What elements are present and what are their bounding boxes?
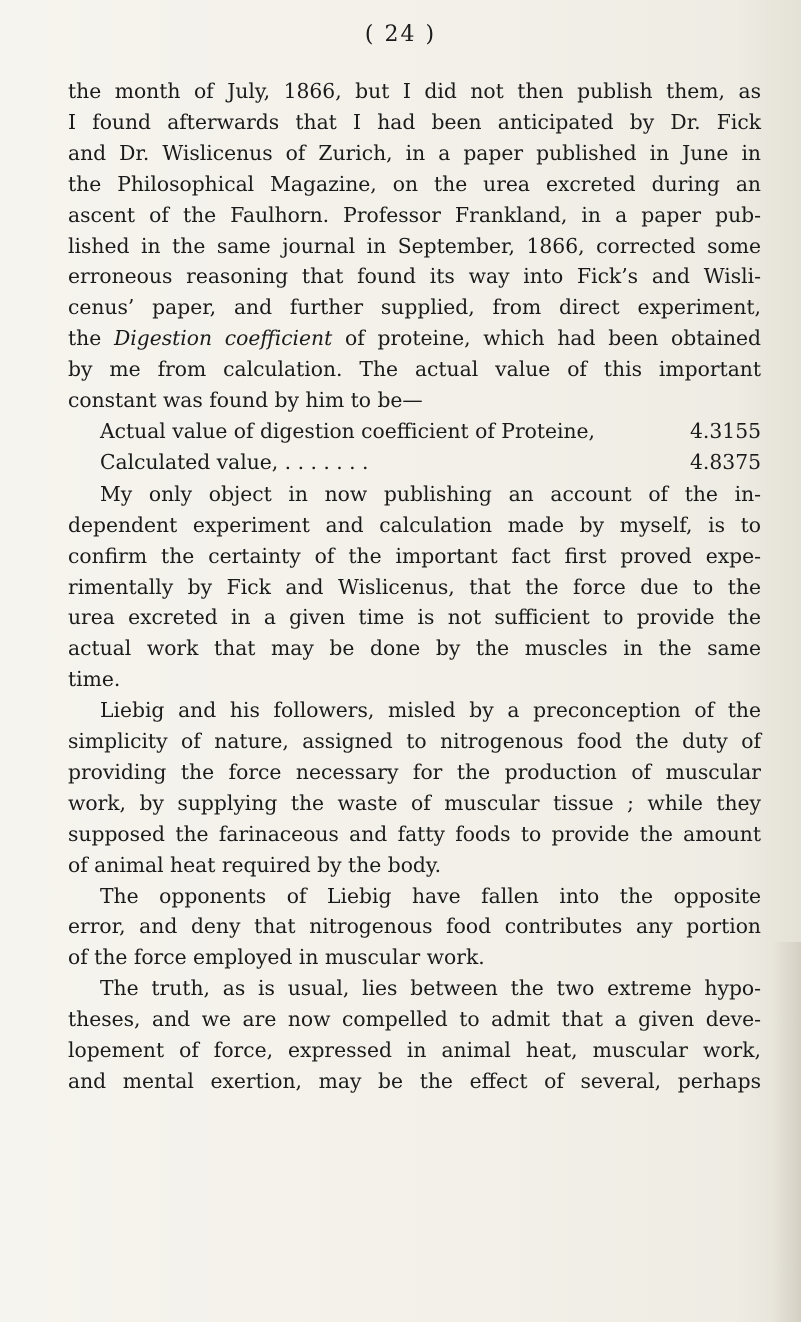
text-line: ascent of the Faulhorn. Professor Frankland, in a paper pub- — [68, 202, 761, 227]
text-line: and Dr. Wislicenus of Zurich, in a paper published in June in — [68, 140, 761, 165]
text-line: constant was found by him to be— — [68, 388, 423, 413]
text-line: of animal heat required by the body. — [68, 852, 442, 877]
table-row — [68, 416, 761, 447]
text-line: the month of July, 1866, but I did not then publish them, as — [68, 79, 761, 103]
text-line: actual work that may be done by the muscles in the same — [68, 636, 761, 661]
text-line: I found afterwards that I had been anticipated by Dr. Fick — [68, 109, 761, 134]
text-line: supposed the farinaceous and fatty foods to provide the amount — [68, 821, 761, 846]
text-fragment: of proteine, which had been obtained — [332, 326, 762, 351]
row-label: Actual value of digestion coefficient of Proteine, — [100, 418, 596, 443]
values-table — [68, 416, 761, 478]
table-row — [68, 447, 761, 478]
body-text — [68, 76, 761, 1097]
text-line: dependent experiment and calculation made by myself, is to — [68, 512, 761, 537]
text-line: rimentally by Fick and Wislicenus, that the force due to the — [68, 574, 761, 599]
text-line: The truth, as is usual, lies between the two extreme hypo- — [100, 976, 761, 1001]
text-line: error, and deny that nitrogenous food contributes any portion — [68, 914, 761, 939]
paragraph-2 — [68, 479, 761, 695]
text-line: lished in the same journal in September, 1866, corrected some — [68, 233, 761, 258]
text-line: theses, and we are now compelled to admit that a given deve- — [68, 1007, 761, 1032]
text-line: of the force employed in muscular work. — [68, 945, 485, 970]
paragraph-1 — [68, 76, 761, 416]
text-line: by me from calculation. The actual value of this important — [68, 357, 761, 382]
text-line: simplicity of nature, assigned to nitrogenous food the duty of — [68, 729, 761, 754]
text-line: the Philosophical Magazine, on the urea excreted during an — [68, 171, 761, 196]
paragraph-4 — [68, 881, 761, 974]
italic-term: Digestion coefficient — [113, 326, 333, 351]
text-line: cenus’ paper, and further supplied, from direct experiment, — [68, 295, 761, 320]
text-line: urea excreted in a given time is not sufficient to provide the — [68, 605, 761, 630]
text-line: and mental exertion, may be the effect of several, perhaps — [68, 1069, 761, 1093]
paragraph-5 — [68, 973, 761, 1097]
text-line: The opponents of Liebig have fallen into the opposite — [100, 883, 761, 908]
text-line: erroneous reasoning that found its way into Fick’s and Wisli- — [68, 264, 761, 289]
text-line: My only object in now publishing an account of the in- — [100, 481, 761, 506]
text-line: work, by supplying the waste of muscular tissue ; while they — [68, 790, 761, 815]
paragraph-3 — [68, 695, 761, 880]
text-line: providing the force necessary for the production of muscular — [68, 759, 761, 784]
page-edge-shadow — [771, 942, 801, 1322]
row-label: Calculated value, . . . . . . . — [100, 449, 369, 474]
text-line: Liebig and his followers, misled by a preconception of the — [100, 698, 761, 723]
text-fragment: the — [68, 326, 114, 351]
text-line: confirm the certainty of the important fact first proved expe- — [68, 543, 761, 568]
text-line: time. — [68, 667, 121, 692]
text-line: lopement of force, expressed in animal heat, muscular work, — [68, 1038, 761, 1063]
page-number: ( 24 ) — [364, 22, 437, 47]
row-value: 4.3155 — [690, 418, 761, 443]
text-line — [68, 323, 761, 354]
row-value: 4.8375 — [690, 449, 761, 474]
